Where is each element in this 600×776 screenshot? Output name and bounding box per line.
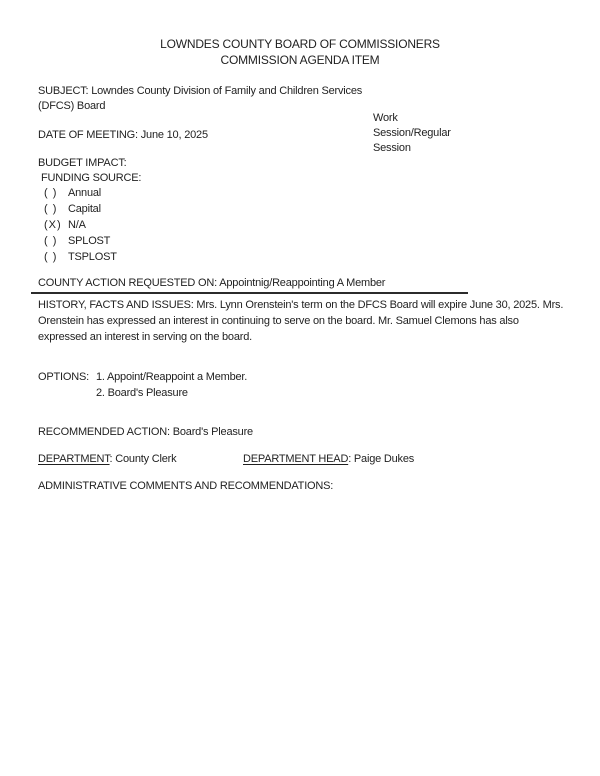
funding-source-list — [44, 185, 117, 265]
page-title-line2: COMMISSION AGENDA ITEM — [220, 53, 380, 67]
subject-block — [38, 84, 478, 114]
county-action-requested-line: COUNTY ACTION REQUESTED ON: Appointnig/Reappointing A Member — [31, 275, 468, 294]
history-facts-issues-paragraph — [38, 297, 598, 345]
department-head-value: : Paige Dukes — [348, 453, 415, 465]
funding-option-label: Capital — [68, 203, 101, 215]
department-value: : County Clerk — [109, 453, 177, 465]
department-label: DEPARTMENT — [38, 453, 110, 465]
department-row — [38, 451, 558, 467]
history-line2: Orenstein has expressed an interest in continuing to serve on the board. Mr. Samuel Clemons has also — [38, 315, 519, 327]
history-line1: HISTORY, FACTS AND ISSUES: Mrs. Lynn Orenstein's term on the DFCS Board will expire June 30, 2025. Mrs. — [38, 299, 564, 311]
session-type-line1: Work — [373, 112, 398, 124]
funding-option-label: TSPLOST — [68, 251, 117, 263]
checkbox-mark: ( ) — [44, 203, 58, 215]
session-type-line3: Session — [373, 142, 411, 154]
budget-impact-label: BUDGET IMPACT: — [38, 157, 127, 169]
department-head-label: DEPARTMENT HEAD — [243, 453, 349, 465]
checkbox-mark: ( ) — [44, 235, 58, 247]
checkbox-mark: ( ) — [44, 187, 58, 199]
funding-option-label: SPLOST — [68, 235, 111, 247]
options-section — [38, 369, 247, 401]
department-head-group — [243, 451, 414, 467]
subject-line1: SUBJECT: Lowndes County Division of Family and Children Services — [38, 85, 363, 97]
date-of-meeting: DATE OF MEETING: June 10, 2025 — [38, 129, 208, 141]
option-item-1: 1. Appoint/Reappoint a Member. — [95, 371, 248, 383]
funding-option-label: Annual — [68, 187, 102, 199]
administrative-comments-line: ADMINISTRATIVE COMMENTS AND RECOMMENDATIONS: — [38, 480, 334, 492]
page-title-line1: LOWNDES COUNTY BOARD OF COMMISSIONERS — [160, 37, 440, 51]
session-type — [373, 111, 483, 156]
options-label: OPTIONS: — [38, 371, 89, 383]
funding-option-label: N/A — [68, 219, 86, 231]
recommended-action-line: RECOMMENDED ACTION: Board's Pleasure — [38, 426, 253, 438]
checkbox-mark: ( ) — [44, 251, 58, 263]
session-type-line2: Session/Regular — [373, 127, 451, 139]
department-group — [38, 453, 176, 465]
funding-source-label: FUNDING SOURCE: — [41, 172, 142, 184]
funding-option-annual — [44, 185, 117, 201]
option-item-2: 2. Board's Pleasure — [95, 387, 188, 399]
checkbox-mark-checked: (X) — [44, 219, 62, 231]
funding-option-capital — [44, 201, 117, 217]
funding-option-na — [44, 217, 117, 233]
options-list — [96, 369, 247, 401]
funding-option-tsplost — [44, 249, 117, 265]
history-line3: expressed an interest in serving on the board. — [38, 331, 252, 343]
funding-option-splost — [44, 233, 117, 249]
subject-line2: (DFCS) Board — [38, 100, 106, 112]
document-title — [0, 36, 600, 68]
